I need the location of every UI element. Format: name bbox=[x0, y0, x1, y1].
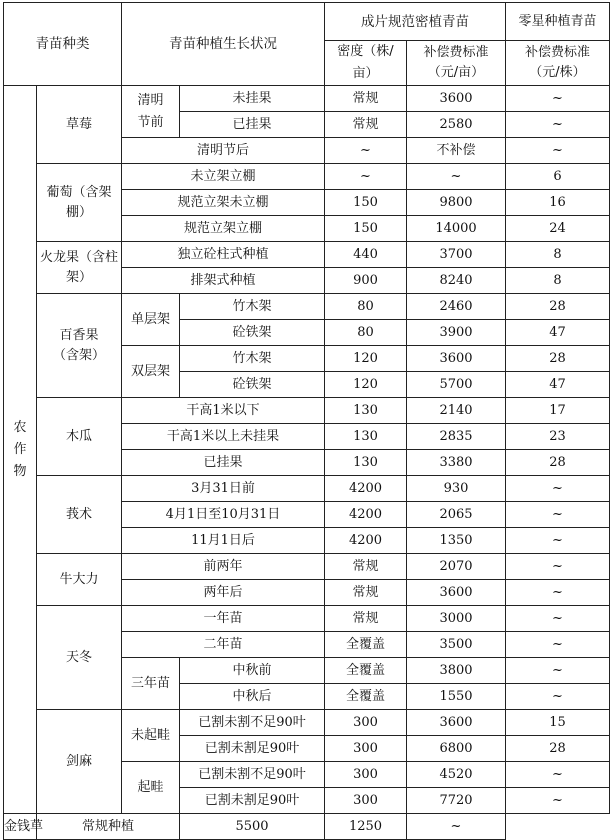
comp-per-plant: ~ bbox=[506, 554, 610, 580]
sub-group: 双层架 bbox=[122, 346, 180, 398]
condition: 11月1日后 bbox=[122, 528, 325, 554]
comp-per-mu: 3000 bbox=[407, 606, 506, 632]
comp-per-plant: ~ bbox=[506, 658, 610, 684]
condition: 已挂果 bbox=[122, 450, 325, 476]
category-label: 农作物 bbox=[13, 419, 27, 479]
density: 150 bbox=[325, 216, 407, 242]
comp-per-plant: 16 bbox=[506, 190, 610, 216]
density: 4200 bbox=[325, 502, 407, 528]
comp-per-plant: 47 bbox=[506, 320, 610, 346]
crop-name-text: 火龙果（含柱架） bbox=[39, 249, 118, 285]
density: 全覆盖 bbox=[325, 658, 407, 684]
condition: 未挂果 bbox=[180, 86, 325, 112]
crop-name: 木瓜 bbox=[37, 398, 122, 476]
comp-per-mu: 3900 bbox=[407, 320, 506, 346]
comp-per-mu: 3380 bbox=[407, 450, 506, 476]
comp-per-plant: ~ bbox=[506, 112, 610, 138]
comp-per-plant: ~ bbox=[506, 788, 610, 814]
comp-per-plant: 28 bbox=[506, 450, 610, 476]
comp-per-plant: 17 bbox=[506, 398, 610, 424]
crop-name: 天冬 bbox=[37, 606, 122, 710]
comp-per-mu: 2460 bbox=[407, 294, 506, 320]
condition: 一年苗 bbox=[122, 606, 325, 632]
comp-per-mu: 9800 bbox=[407, 190, 506, 216]
header-crop-type: 青苗种类 bbox=[4, 3, 122, 86]
comp-per-mu: 5700 bbox=[407, 372, 506, 398]
condition: 砼铁架 bbox=[180, 320, 325, 346]
header-dense-group: 成片规范密植青苗 bbox=[325, 3, 506, 41]
header-density-text: 密度（株/亩） bbox=[337, 44, 394, 81]
comp-per-mu: 1550 bbox=[407, 684, 506, 710]
header-scattered-group-text: 零星种植青苗 bbox=[518, 13, 597, 29]
header-comp-per-mu-text: 补偿费标准（元/亩） bbox=[423, 45, 489, 80]
density: 80 bbox=[325, 320, 407, 346]
header-scattered-group bbox=[506, 3, 610, 41]
crop-name: 草莓 bbox=[37, 86, 122, 164]
crop-name-text: 百香果（含架） bbox=[52, 327, 105, 363]
crop-name-text: 葡萄（含架棚） bbox=[46, 184, 112, 220]
condition: 干高1米以下 bbox=[122, 398, 325, 424]
condition: 已割未割足90叶 bbox=[180, 736, 325, 762]
comp-per-mu: 6800 bbox=[407, 736, 506, 762]
crop-name: 金钱草 bbox=[4, 814, 37, 840]
sub-group: 三年苗 bbox=[122, 658, 180, 710]
density: 300 bbox=[325, 762, 407, 788]
comp-per-mu: 3600 bbox=[407, 86, 506, 112]
comp-per-plant: 8 bbox=[506, 242, 610, 268]
condition: 已割未割足90叶 bbox=[180, 788, 325, 814]
comp-per-mu: 不补偿 bbox=[407, 138, 506, 164]
density: ~ bbox=[325, 164, 407, 190]
comp-per-mu: 3700 bbox=[407, 242, 506, 268]
condition: 竹木架 bbox=[180, 294, 325, 320]
comp-per-mu: 4520 bbox=[407, 762, 506, 788]
comp-per-mu: 3800 bbox=[407, 658, 506, 684]
density: 300 bbox=[325, 788, 407, 814]
comp-per-plant: ~ bbox=[506, 528, 610, 554]
sub-group: 单层架 bbox=[122, 294, 180, 346]
condition: 干高1米以上未挂果 bbox=[122, 424, 325, 450]
condition: 竹木架 bbox=[180, 346, 325, 372]
condition: 独立砼柱式种植 bbox=[122, 242, 325, 268]
comp-per-plant: ~ bbox=[506, 580, 610, 606]
comp-per-plant: ~ bbox=[506, 476, 610, 502]
density: 130 bbox=[325, 450, 407, 476]
condition: 已割未割不足90叶 bbox=[180, 762, 325, 788]
comp-per-plant: ~ bbox=[506, 138, 610, 164]
density: 130 bbox=[325, 398, 407, 424]
crop-name: 剑麻 bbox=[37, 710, 122, 814]
comp-per-plant: ~ bbox=[506, 762, 610, 788]
comp-per-plant: ~ bbox=[506, 684, 610, 710]
condition: 二年苗 bbox=[122, 632, 325, 658]
comp-per-plant: 28 bbox=[506, 294, 610, 320]
header-growth-status: 青苗种植生长状况 bbox=[122, 3, 325, 86]
density: 150 bbox=[325, 190, 407, 216]
comp-per-mu: 2070 bbox=[407, 554, 506, 580]
comp-per-mu: 8240 bbox=[407, 268, 506, 294]
condition: 砼铁架 bbox=[180, 372, 325, 398]
crop-name bbox=[37, 164, 122, 242]
condition: 中秋后 bbox=[180, 684, 325, 710]
comp-per-plant: ~ bbox=[506, 606, 610, 632]
density: 440 bbox=[325, 242, 407, 268]
condition: 前两年 bbox=[122, 554, 325, 580]
density: 120 bbox=[325, 372, 407, 398]
crop-name bbox=[37, 294, 122, 398]
condition: 已割未割不足90叶 bbox=[180, 710, 325, 736]
density: 常规 bbox=[325, 112, 407, 138]
crop-name: 牛大力 bbox=[37, 554, 122, 606]
density: 300 bbox=[325, 710, 407, 736]
density: 4200 bbox=[325, 476, 407, 502]
comp-per-mu: 3600 bbox=[407, 346, 506, 372]
comp-per-mu: 1250 bbox=[325, 814, 407, 840]
comp-per-mu: 2835 bbox=[407, 424, 506, 450]
condition: 规范立架立棚 bbox=[122, 216, 325, 242]
crop-name bbox=[37, 242, 122, 294]
sub-group bbox=[122, 86, 180, 138]
comp-per-mu: 7720 bbox=[407, 788, 506, 814]
comp-per-plant: ~ bbox=[407, 814, 506, 840]
density: ~ bbox=[325, 138, 407, 164]
density: 常规 bbox=[325, 554, 407, 580]
comp-per-mu: 1350 bbox=[407, 528, 506, 554]
density: 300 bbox=[325, 736, 407, 762]
category-cell bbox=[4, 86, 37, 814]
condition: 已挂果 bbox=[180, 112, 325, 138]
condition: 3月31日前 bbox=[122, 476, 325, 502]
density: 80 bbox=[325, 294, 407, 320]
sub-group-label: 清明节前 bbox=[137, 92, 164, 130]
density: 常规 bbox=[325, 580, 407, 606]
comp-per-mu: 2065 bbox=[407, 502, 506, 528]
comp-per-plant: 28 bbox=[506, 736, 610, 762]
comp-per-plant: ~ bbox=[506, 632, 610, 658]
condition: 规范立架未立棚 bbox=[122, 190, 325, 216]
density: 120 bbox=[325, 346, 407, 372]
density: 5500 bbox=[180, 814, 325, 840]
comp-per-plant: 23 bbox=[506, 424, 610, 450]
comp-per-plant: 8 bbox=[506, 268, 610, 294]
crop-name: 莪术 bbox=[37, 476, 122, 554]
comp-per-plant: 15 bbox=[506, 710, 610, 736]
comp-per-plant: 6 bbox=[506, 164, 610, 190]
condition: 排架式种植 bbox=[122, 268, 325, 294]
comp-per-mu: 3600 bbox=[407, 580, 506, 606]
header-density bbox=[325, 41, 407, 86]
condition: 清明节后 bbox=[122, 138, 325, 164]
comp-per-plant: 28 bbox=[506, 346, 610, 372]
density: 4200 bbox=[325, 528, 407, 554]
sub-group: 未起畦 bbox=[122, 710, 180, 762]
density: 全覆盖 bbox=[325, 684, 407, 710]
comp-per-mu: 2580 bbox=[407, 112, 506, 138]
comp-per-plant: ~ bbox=[506, 502, 610, 528]
density: 全覆盖 bbox=[325, 632, 407, 658]
comp-per-mu: ~ bbox=[407, 164, 506, 190]
comp-per-plant: ~ bbox=[506, 86, 610, 112]
condition: 常规种植 bbox=[37, 814, 180, 840]
header-comp-per-plant-text: 补偿费标准（元/株） bbox=[524, 45, 590, 80]
comp-per-mu: 930 bbox=[407, 476, 506, 502]
density: 常规 bbox=[325, 606, 407, 632]
condition: 4月1日至10月31日 bbox=[122, 502, 325, 528]
condition: 未立架立棚 bbox=[122, 164, 325, 190]
compensation-table bbox=[3, 2, 610, 840]
density: 常规 bbox=[325, 86, 407, 112]
comp-per-mu: 3600 bbox=[407, 710, 506, 736]
comp-per-mu: 3500 bbox=[407, 632, 506, 658]
density: 130 bbox=[325, 424, 407, 450]
condition: 两年后 bbox=[122, 580, 325, 606]
comp-per-mu: 14000 bbox=[407, 216, 506, 242]
density: 900 bbox=[325, 268, 407, 294]
comp-per-plant: 24 bbox=[506, 216, 610, 242]
comp-per-mu: 2140 bbox=[407, 398, 506, 424]
header-comp-per-plant bbox=[506, 41, 610, 86]
comp-per-plant: 47 bbox=[506, 372, 610, 398]
condition: 中秋前 bbox=[180, 658, 325, 684]
sub-group: 起畦 bbox=[122, 762, 180, 814]
header-comp-per-mu bbox=[407, 41, 506, 86]
